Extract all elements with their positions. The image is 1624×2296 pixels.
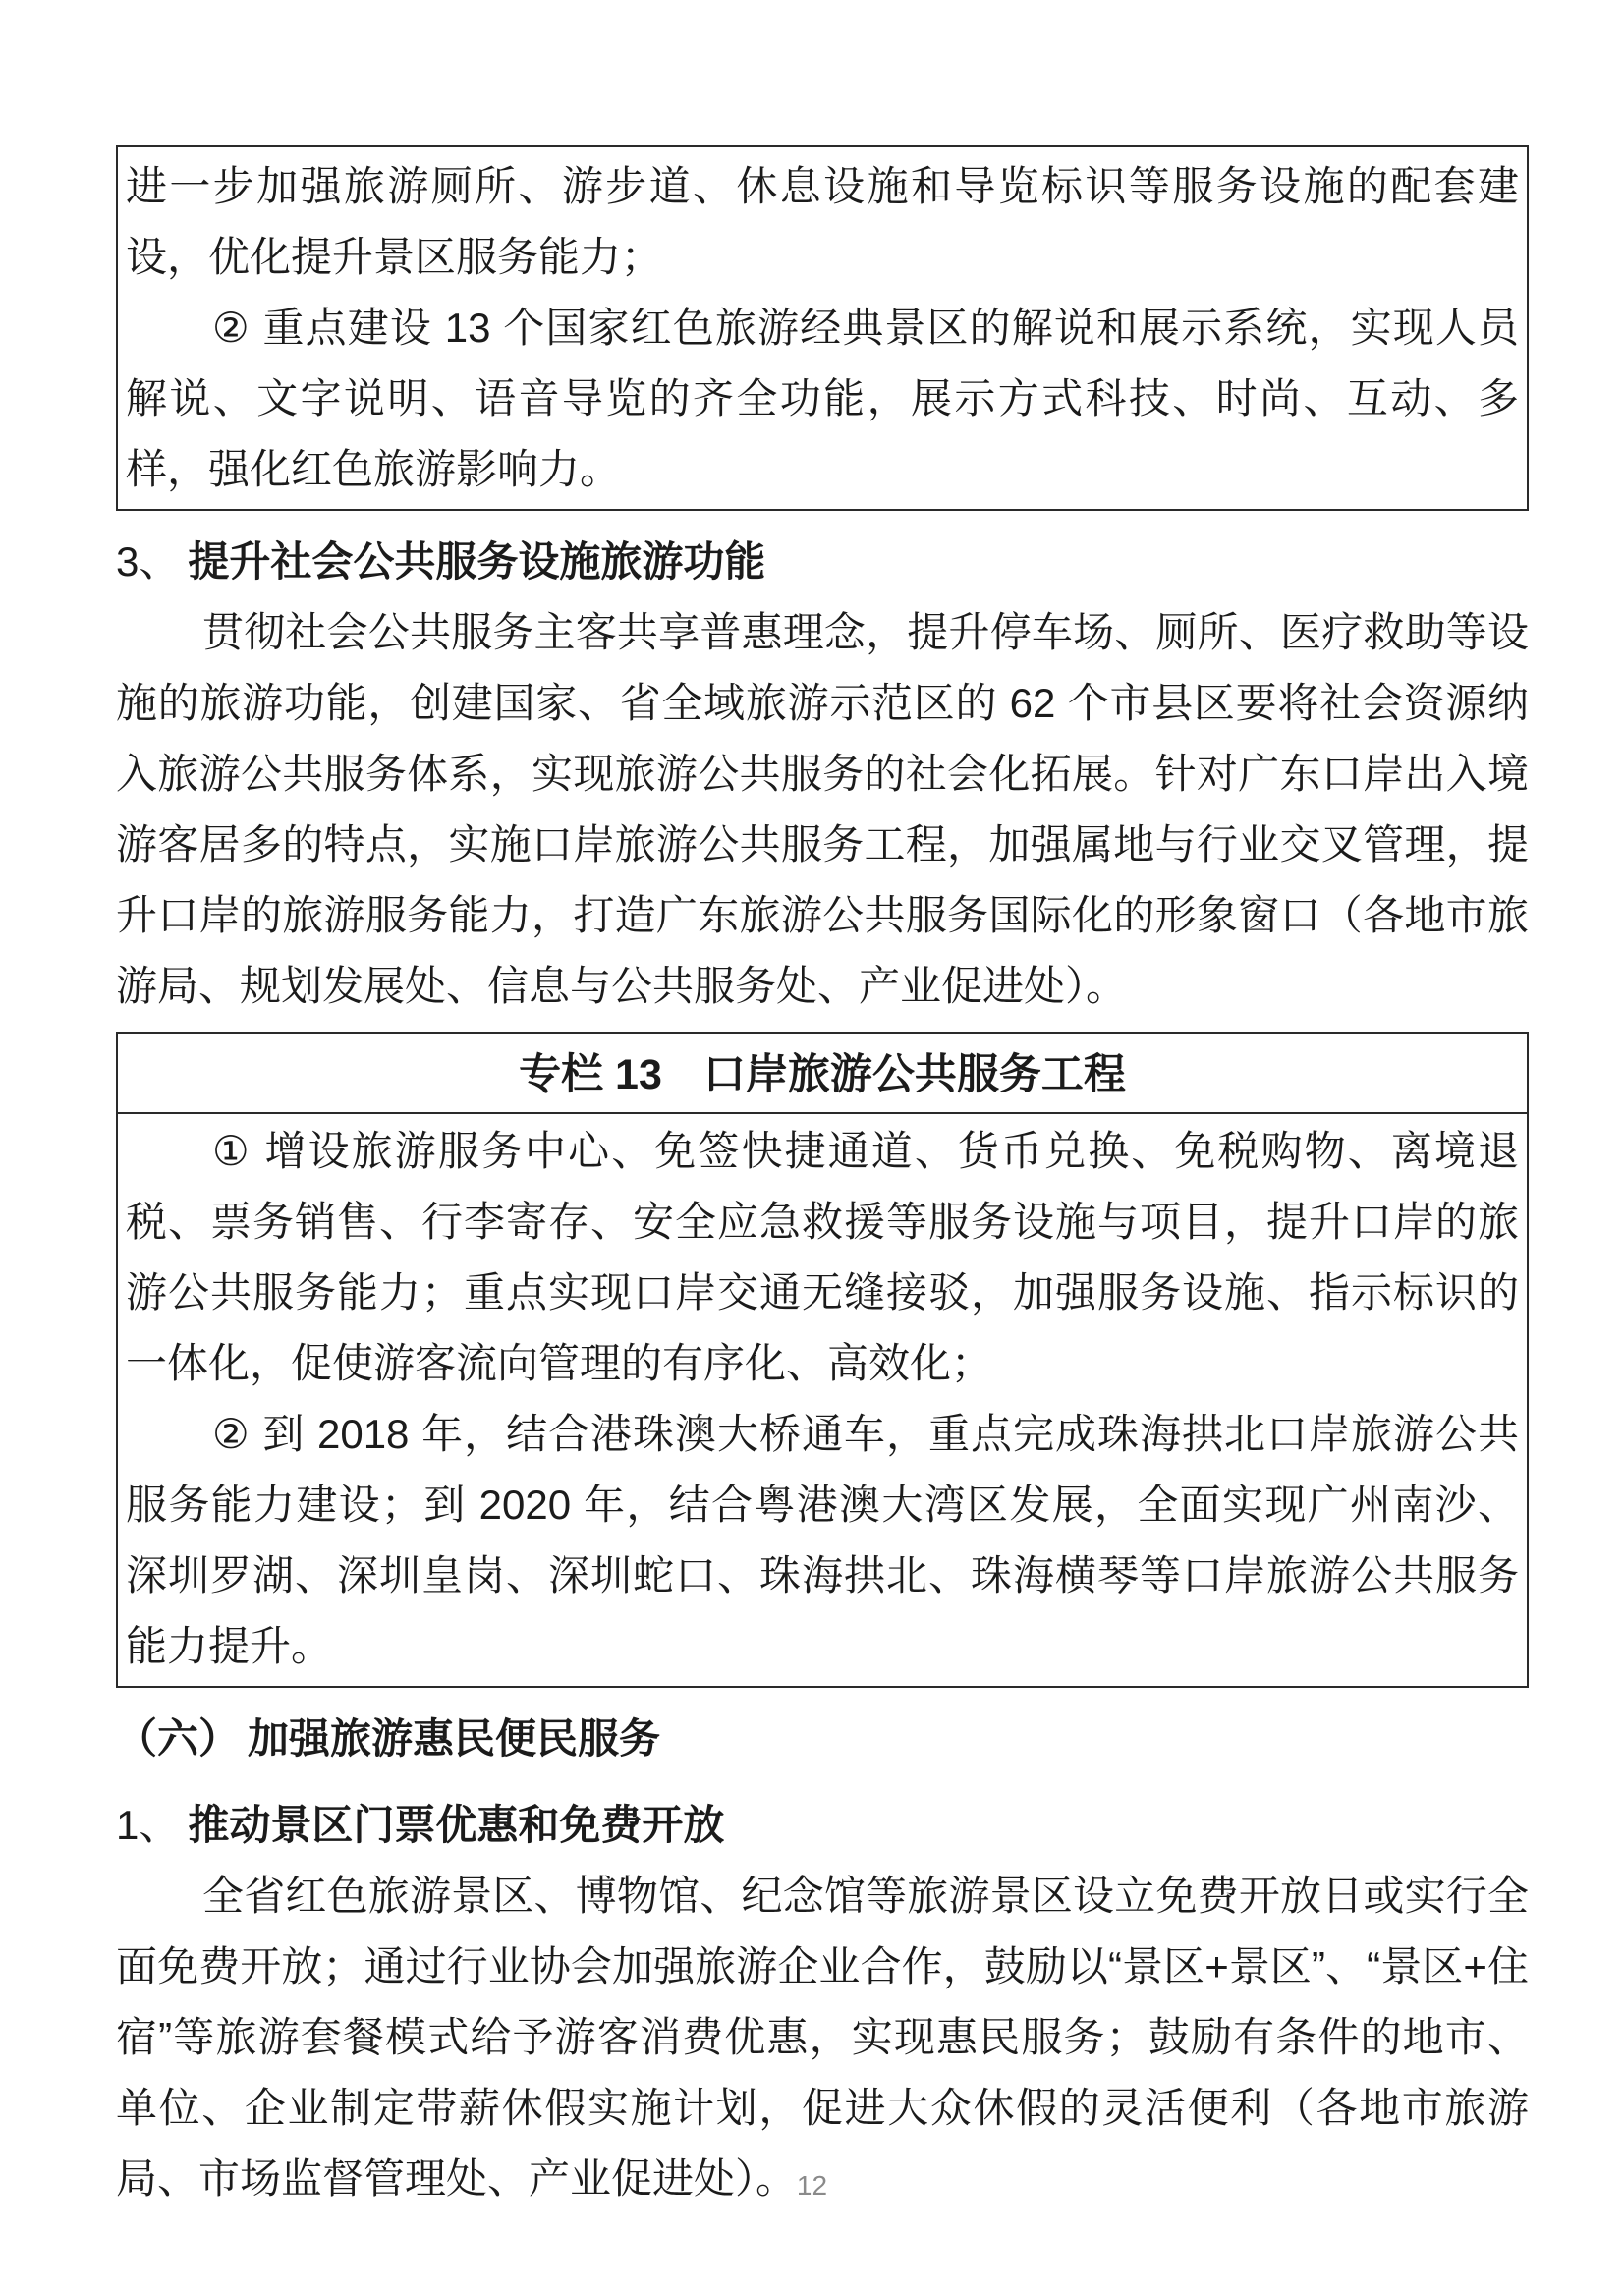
column-13-label: 专栏 13 [519, 1051, 662, 1098]
column-13-callout-box [116, 1032, 1529, 1688]
spacer [116, 1022, 1529, 1032]
section-3-number: 3、 [116, 538, 181, 585]
continued-callout-box [116, 145, 1529, 511]
section-6-1-title: 推动景区门票优惠和免费开放 [188, 1802, 725, 1848]
column-13-title-text: 口岸旅游公共服务工程 [702, 1051, 1126, 1098]
column-13-box-body [126, 1114, 1519, 1682]
column-13-paragraph: ② 到 2018 年，结合港珠澳大桥通车，重点完成珠海拱北口岸旅游公共服务能力建设；到 2020 年，结合粤港澳大湾区发展，全面实现广州南沙、深圳罗湖、深圳皇岗、深圳蛇口、珠海拱北、珠海横琴等口岸旅游公共服务能力提升。 [126, 1411, 1519, 1669]
section-6-heading [116, 1704, 1529, 1774]
section-6-1-body: 全省红色旅游景区、博物馆、纪念馆等旅游景区设立免费开放日或实行全面免费开放；通过行业协会加强旅游企业合作，鼓励以“景区+景区”、“景区+住宿”等旅游套餐模式给予游客消费优惠，实现惠民服务；鼓励有条件的地市、单位、企业制定带薪休假实施计划，促进大众休假的灵活便利（各地市旅游局、市场监督管理处、产业促进处）。 [116, 1873, 1529, 2202]
page-number: 12 [796, 2170, 828, 2201]
column-13-paragraph: ① 增设旅游服务中心、免签快捷通道、货币兑换、免税购物、离境退税、票务销售、行李寄存、安全应急救援等服务设施与项目，提升口岸的旅游公共服务能力；重点实现口岸交通无缝接驳，加强服务设施、指示标识的一体化，促使游客流向管理的有序化、高效化； [126, 1128, 1519, 1386]
section-6-1-heading [116, 1790, 1529, 1861]
section-3-title: 提升社会公共服务设施旅游功能 [188, 538, 766, 585]
continued-box-paragraph: 进一步加强旅游厕所、游步道、休息设施和导览标识等服务设施的配套建设，优化提升景区服务能力； [126, 163, 1519, 280]
section-3-heading [116, 527, 1529, 597]
column-13-box-title [118, 1037, 1527, 1114]
section-6-title: 加强旅游惠民便民服务 [248, 1715, 661, 1762]
continued-box-paragraph: ② 重点建设 13 个国家红色旅游经典景区的解说和展示系统，实现人员解说、文字说明、语音导览的齐全功能，展示方式科技、时尚、互动、多样，强化红色旅游影响力。 [126, 305, 1519, 492]
section-3-body: 贯彻社会公共服务主客共享普惠理念，提升停车场、厕所、医疗救助等设施的旅游功能，创建国家、省全域旅游示范区的 62 个市县区要将社会资源纳入旅游公共服务体系，实现旅游公共服务的社会化拓展。针对广东口岸出入境游客居多的特点，实施口岸旅游公共服务工程，加强属地与行业交叉管理，提升口岸的旅游服务能力，打造广东旅游公共服务国际化的形象窗口（各地市旅游局、规划发展处、信息与公共服务处、产业促进处）。 [116, 609, 1529, 1009]
section-6-1-number: 1、 [116, 1802, 181, 1848]
section-6-number: （六） [116, 1715, 241, 1762]
